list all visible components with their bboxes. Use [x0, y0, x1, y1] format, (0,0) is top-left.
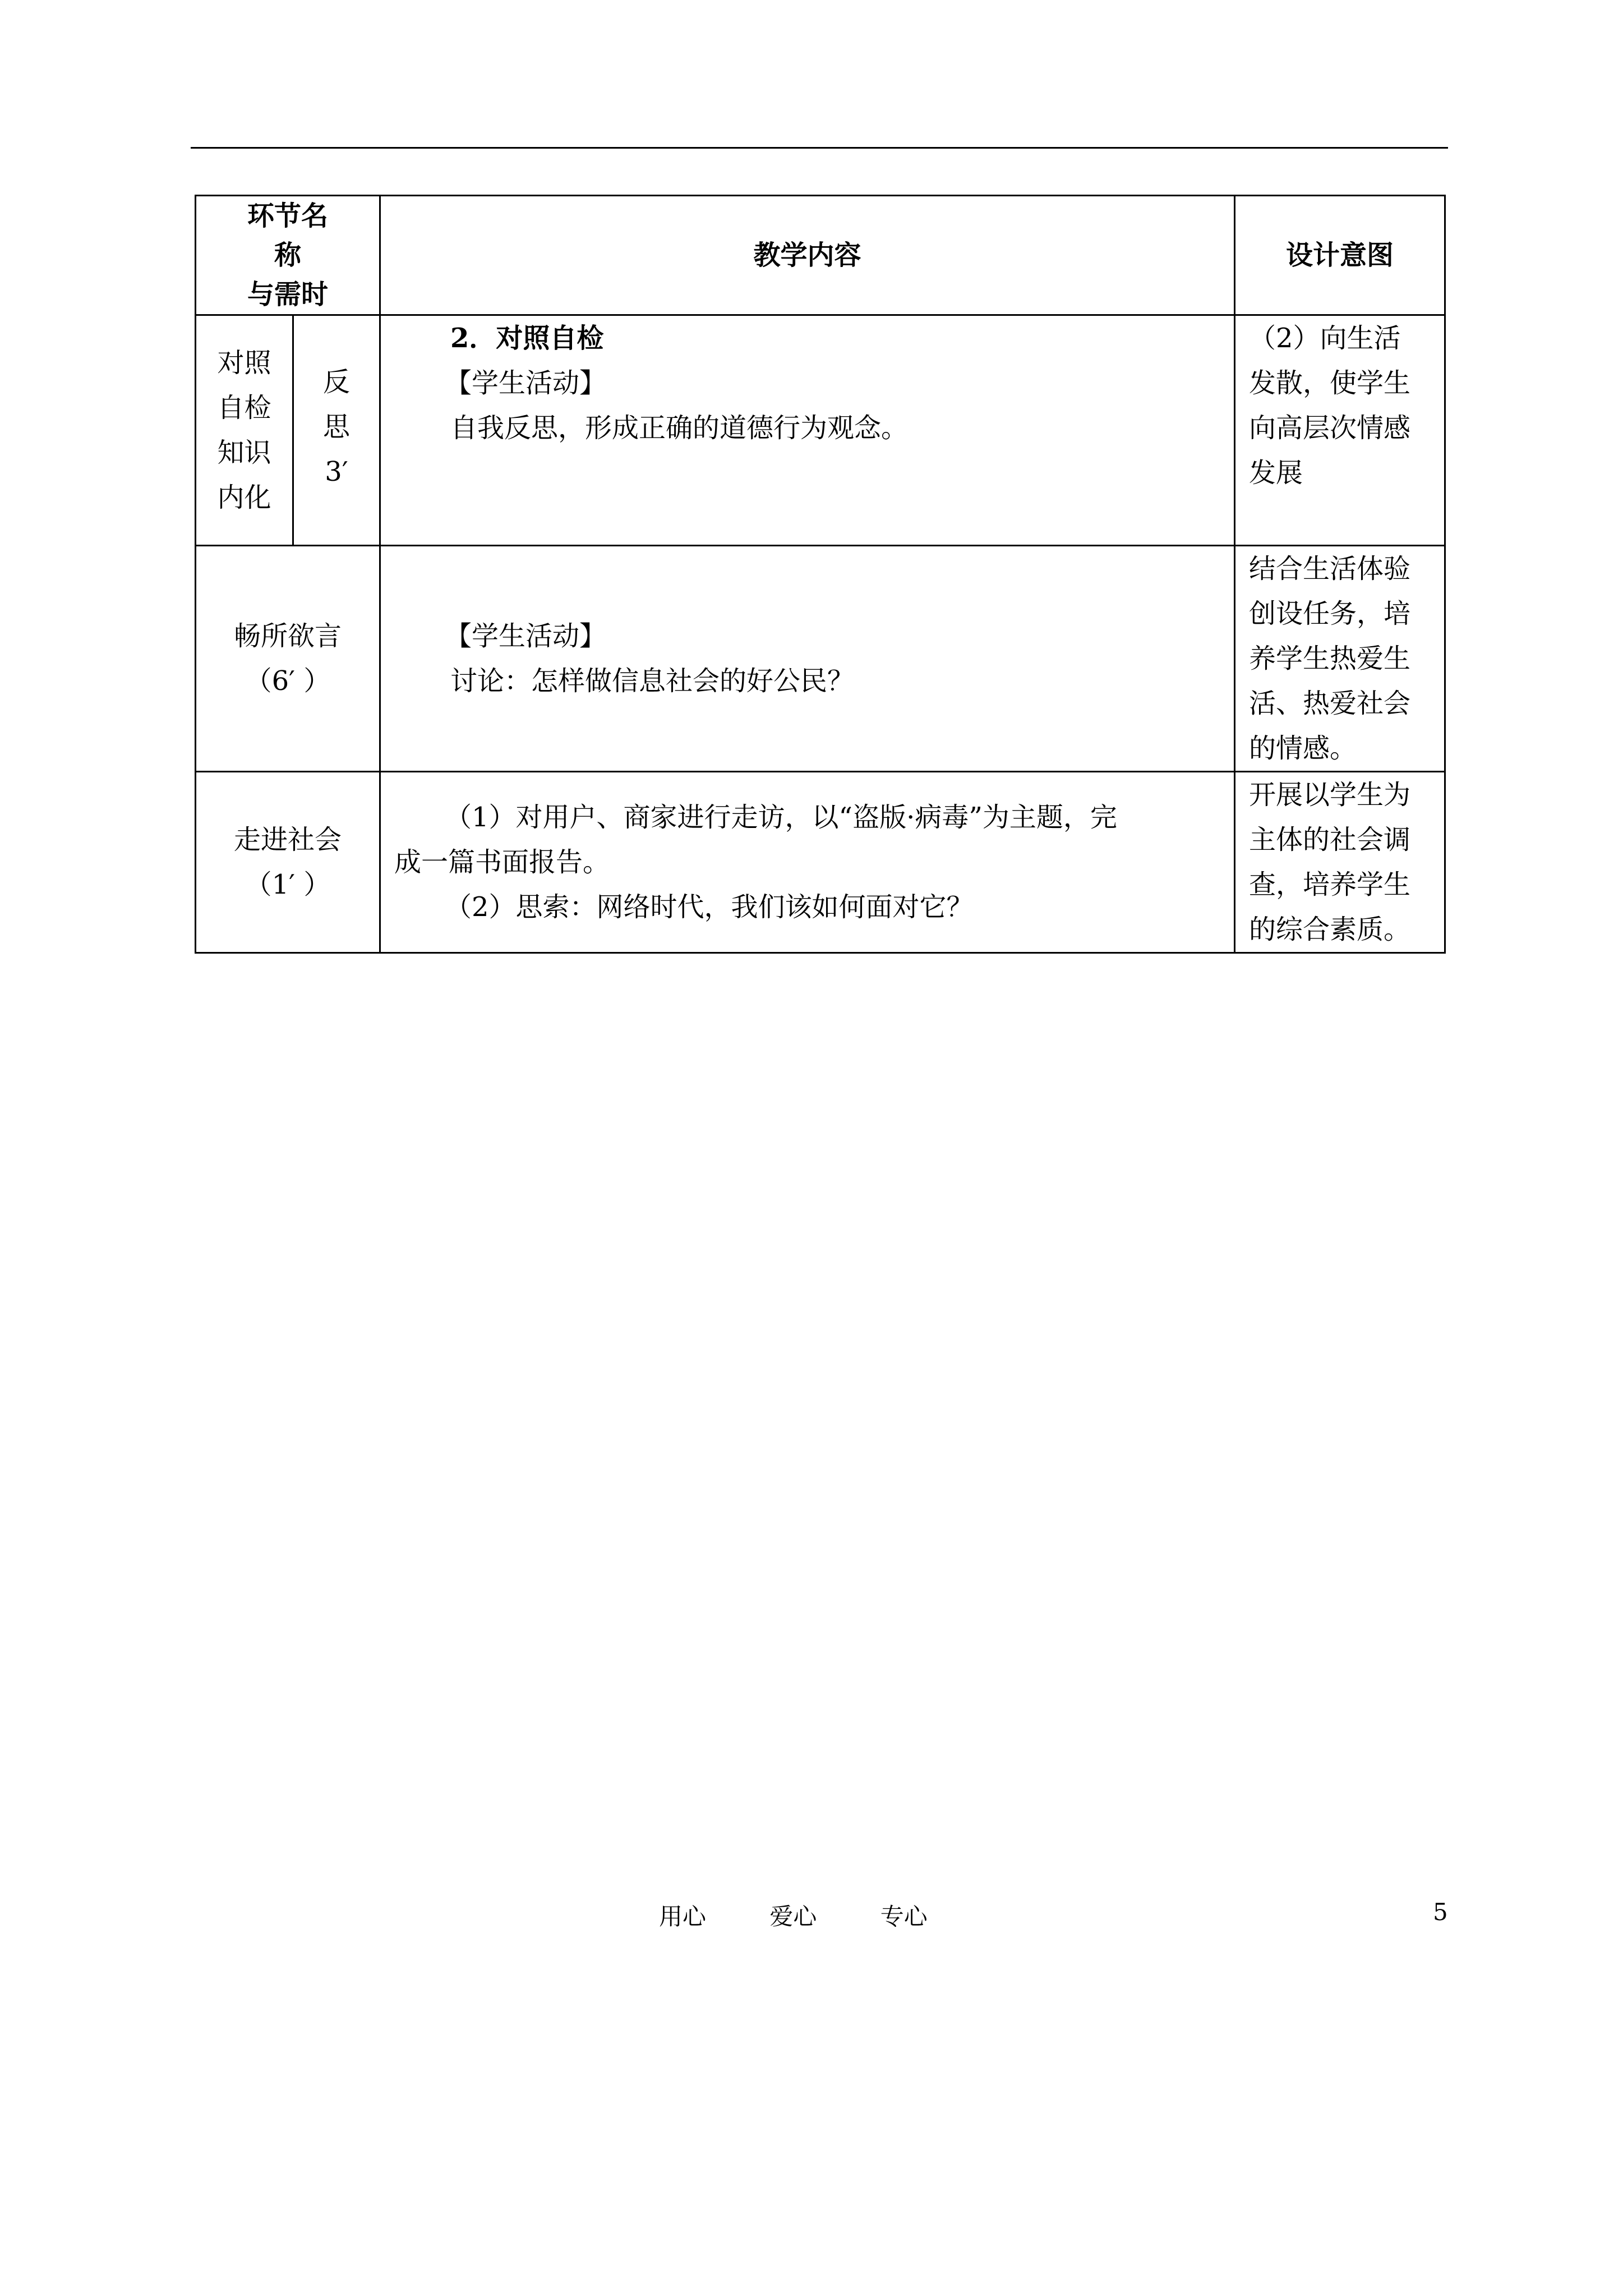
- row3-design-line: 开展以学生为: [1249, 779, 1411, 811]
- row1-content-line: 【学生活动】: [445, 367, 607, 399]
- header-rule: [191, 147, 1448, 149]
- row2-stage: [196, 546, 380, 772]
- table-row: [196, 546, 1445, 772]
- header-content: 教学内容: [380, 196, 1235, 315]
- row2-design-line: 结合生活体验: [1249, 553, 1411, 585]
- page-number: 5: [1433, 1898, 1448, 1926]
- row3-stage-line: 走进社会: [233, 824, 342, 855]
- row2-content: [380, 546, 1235, 772]
- row3-content-line: （2）思索：网络时代，我们该如何面对它？: [445, 891, 974, 923]
- table-row: [196, 772, 1445, 953]
- row2-content-line: 讨论：怎样做信息社会的好公民？: [450, 665, 855, 697]
- row3-content: [380, 772, 1235, 953]
- footer-motto-word: 用心: [659, 1903, 707, 1930]
- row2-stage-line: （6′ ）: [245, 665, 331, 697]
- row1-design: [1235, 315, 1445, 546]
- row3-design: [1235, 772, 1445, 953]
- table-header-row: [196, 196, 1445, 315]
- footer-motto-word: 爱心: [769, 1903, 817, 1930]
- row1-stage-line: 内化: [217, 482, 271, 513]
- row2-design-line: 养学生热爱生: [1249, 643, 1411, 674]
- table-row: [196, 315, 1445, 546]
- row3-stage: [196, 772, 380, 953]
- header-design: 设计意图: [1235, 196, 1445, 315]
- row2-design-line: 创设任务，培: [1249, 598, 1411, 629]
- row3-content-line: （1）对用户、商家进行走访，以“盗版·病毒”为主题，完: [445, 802, 1117, 833]
- row3-design-line: 查，培养学生: [1249, 869, 1411, 900]
- row3-content-line: 成一篇书面报告。: [394, 846, 610, 878]
- row1-design-line: 发展: [1249, 457, 1303, 489]
- footer-motto: [659, 1898, 984, 1932]
- header-stage: [196, 196, 380, 315]
- row2-design-line: 活、热爱社会: [1249, 688, 1411, 719]
- row1-sub: [293, 315, 380, 546]
- row1-content: [380, 315, 1235, 546]
- header-stage-line-2: 与需时: [247, 279, 328, 310]
- row3-stage-line: （1′ ）: [245, 869, 331, 900]
- row1-stage-line: 自检: [217, 392, 271, 424]
- row1-content-line: 2．对照自检: [450, 323, 604, 354]
- row1-sub-line: 反: [322, 366, 350, 398]
- row1-design-line: 发散，使学生: [1249, 367, 1411, 399]
- footer-motto-word: 专心: [880, 1903, 928, 1930]
- row1-design-line: （2）向生活: [1249, 323, 1401, 354]
- row2-design: [1235, 546, 1445, 772]
- lesson-plan-table: [195, 195, 1446, 954]
- row1-design-line: 向高层次情感: [1249, 412, 1411, 444]
- row1-sub-line: 3′: [325, 456, 348, 487]
- row1-stage: [196, 315, 293, 546]
- row3-design-line: 的综合素质。: [1249, 914, 1411, 945]
- row2-content-line: 【学生活动】: [445, 620, 607, 652]
- row1-stage-line: 对照: [217, 347, 271, 379]
- row2-stage-line: 畅所欲言: [233, 620, 342, 652]
- row1-stage-line: 知识: [217, 437, 271, 468]
- row3-design-line: 主体的社会调: [1249, 824, 1411, 855]
- row1-content-line: 自我反思，形成正确的道德行为观念。: [450, 412, 909, 444]
- row1-sub-line: 思: [322, 411, 350, 443]
- header-stage-line-1: 环节名称: [247, 200, 328, 271]
- row2-design-line: 的情感。: [1249, 733, 1357, 764]
